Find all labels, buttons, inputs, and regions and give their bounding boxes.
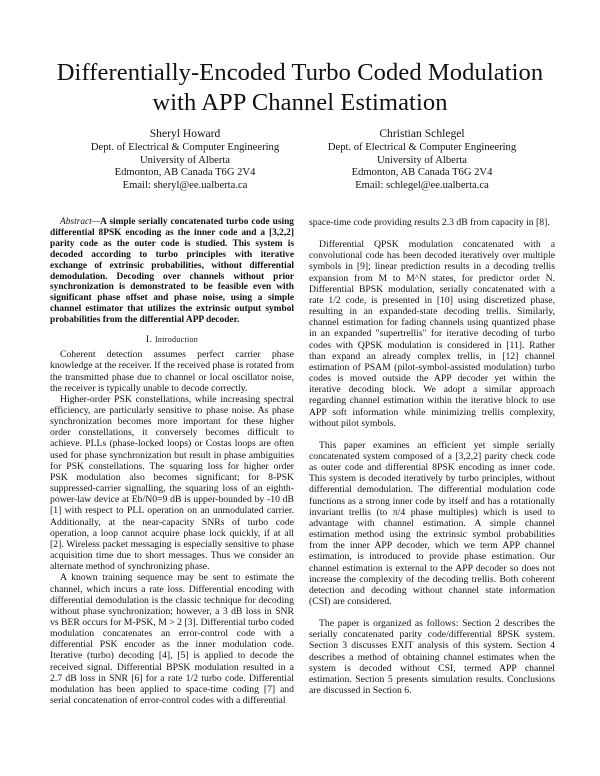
paragraph: A known training sequence may be sent to estimate the channel, which incurs a rate loss. Differential encoding with differential demodulation is the classic technique for decoding without phase synchronization; however, a 3 dB loss in SNR vs BER occurs for M-PSK, M > 2 [3]. Differential turbo coded modulation concatenates an error-control code with a differential PSK encoder as the inner modulation code. Iterative (turbo) decoding [4], [5] is applied to decode the received signal. Differential BPSK modulation resulted in a 2.7 dB loss in SNR [6] for a rate 1/2 turbo code. Differential modulation has been applied to space-time coding [7] and serial concatenation of error-control codes with a differential bbox=[50, 572, 294, 707]
paragraph: Differential QPSK modulation concatenated with a convolutional code has been decoded iteratively over multiple symbols in [9]; linear prediction results in a decoding trellis expansion from M to M^N states, for predictor order N. Differential BPSK modulation, serially concatenated with a rate 1/2 code, is presented in [10] using discretized phase, resulting in an expanded-state decoding trellis. Similarly, channel estimation for fading channels using quantized phase in an expanded "supertrellis" for iterative decoding of turbo codes with QPSK modulation is considered in [11]. Rather than expand an already complex trellis, in [12] channel estimation of PSAM (pilot-symbol-assisted modulation) turbo codes is moved outside the APP decoder yet within the iterative decoding block. We adopt a similar approach regarding channel estimation within the iterative block to use APP soft information while minimizing trellis complexity, without pilot symbols. bbox=[309, 239, 555, 429]
author-email: Email: schlegel@ee.ualberta.ca bbox=[355, 179, 489, 191]
author-university: University of Alberta bbox=[376, 154, 468, 166]
paragraph: Coherent detection assumes perfect carrier phase knowledge at the receiver. If the received phase is rotated from the transmitted phase due to channel or local oscillator noise, the receiver is typically unable to decode correctly. bbox=[50, 349, 294, 394]
author-dept: Dept. of Electrical & Computer Engineering bbox=[90, 142, 280, 153]
abstract-label: Abstract bbox=[60, 217, 92, 227]
section-title: Introduction bbox=[154, 335, 199, 345]
paragraph: The paper is organized as follows: Section 2 describes the serially concatenated parity code/differential 8PSK system. Section 3 discusses EXIT analysis of this system. Section 4 describes a method of obtaining channel estimates when the system is decoded without CSI, termed APP channel estimation. Section 5 presents simulation results. Conclusions are discussed in Section 6. bbox=[309, 618, 555, 697]
paragraph: Higher-order PSK constellations, while increasing spectral efficiency, are particularly sensitive to phase noise. As phase synchronization becomes more important for these higher order constellations, it conversely becomes difficult to achieve. PLLs (phase-locked loops) or Costas loops are often used for phase synchronization but result in phase ambiguities for PSK constellations. The squaring loss for higher order PSK modulation also becomes significant; for 8-PSK suppressed-carrier signalling, the squaring loss of an eighth-power-law device at Eb/N0=9 dB is upper-bounded by -10 dB [1] with respect to PLL operation on an unmodulated carrier. Additionally, at the near-capacity SNRs of turbo code operation, a loop cannot acquire phase lock quickly, if at all [2]. Wireless packet messaging is especially sensitive to phase acquisition time due to short messages. Thus we consider an alternate method of synchronizing phase. bbox=[50, 393, 294, 573]
title-line-2: with APP Channel Estimation bbox=[152, 89, 448, 116]
paragraph: space-time code providing results 2.3 dB from capacity in [8]. bbox=[309, 217, 550, 228]
author-name: Sheryl Howard bbox=[149, 127, 221, 140]
right-column bbox=[309, 217, 555, 696]
paper-title bbox=[40, 58, 560, 118]
author-email: Email: sheryl@ee.ualberta.ca bbox=[122, 179, 248, 191]
author-name: Christian Schlegel bbox=[379, 127, 465, 140]
abstract: Abstract—A simple serially concatenated turbo code using differential 8PSK encoding as the inner code and a [3,2,2] parity code as the outer code is studied. This system is decoded according to turbo principles with iterative exchange of extrinsic probabilities, without differential demodulation. Decoding over channels without prior synchronization is demonstrated to be feasible even with significant phase offset and phase noise, using a simple channel estimator that utilizes the extrinsic output symbol probabilities from the differential APP decoder. bbox=[50, 217, 294, 326]
author-block-1 bbox=[70, 127, 300, 192]
author-university: University of Alberta bbox=[139, 154, 231, 166]
section-number: I. bbox=[145, 334, 153, 346]
paragraph: This paper examines an efficient yet simple serially concatenated system composed of a [3,2,2] parity check code as outer code and differential 8PSK encoding as inner code. This system is decoded iteratively by turbo principles, without differential demodulation. The differential modulation code functions as a strong inner code by itself and has a rotationally invariant trellis (to π/4 phase multiples) which is used to advantage with channel estimation. A simple channel estimation method using the extrinsic symbol probabilities from the inner APP decoder, which we term APP channel estimation, is introduced to provide phase estimation. Our channel estimation is external to the APP decoder so does not increase the complexity of the decoding trellis. Both coherent detection and decoding without channel state information (CSI) are considered. bbox=[309, 439, 555, 607]
author-city: Edmonton, AB Canada T6G 2V4 bbox=[114, 167, 256, 179]
left-column bbox=[50, 217, 294, 706]
section-heading bbox=[50, 334, 294, 345]
title-line-1: Differentially-Encoded Turbo Coded Modulation bbox=[56, 59, 544, 86]
author-city: Edmonton, AB Canada T6G 2V4 bbox=[351, 167, 493, 179]
author-block-2 bbox=[302, 127, 542, 192]
abstract-text: A simple serially concatenated turbo code using differential 8PSK encoding as the inner code and a [3,2,2] parity code as the outer code is studied. This system is decoded according to turbo principles with iterative exchange of extrinsic probabilities, without differential demodulation. Decoding over channels without prior synchronization is demonstrated to be feasible even with significant phase offset and phase noise, using a simple channel estimator that utilizes the extrinsic output symbol probabilities from the differential APP decoder. bbox=[50, 217, 294, 326]
author-dept: Dept. of Electrical & Computer Engineering bbox=[327, 142, 517, 153]
